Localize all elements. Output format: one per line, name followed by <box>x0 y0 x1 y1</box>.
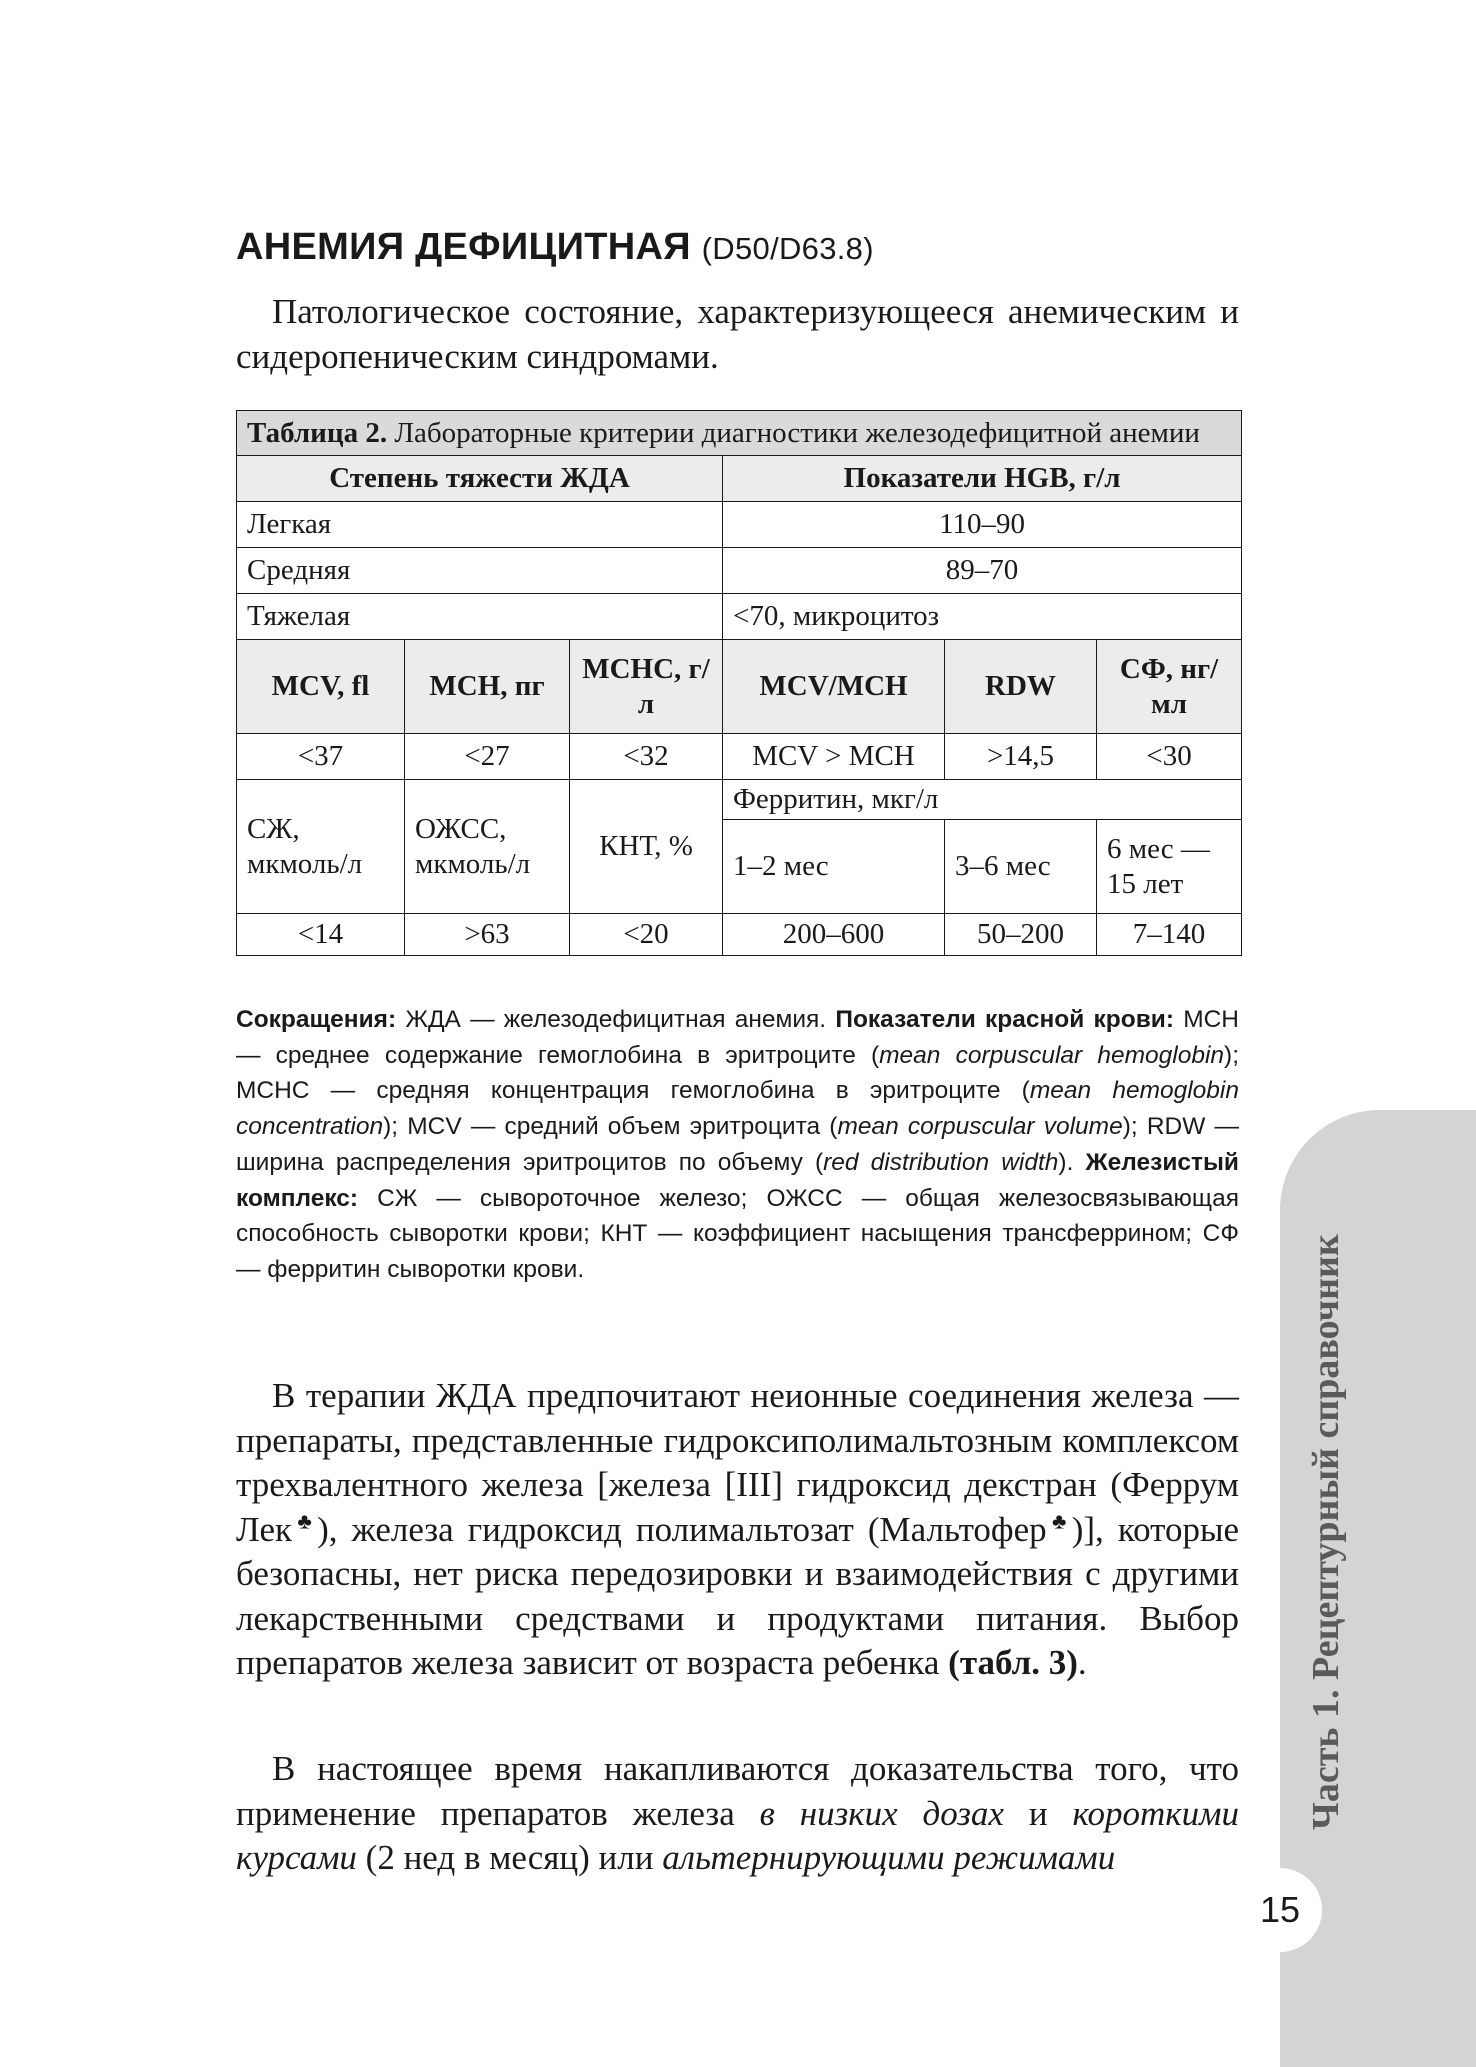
abbr-text: МСН — среднее содержание гемоглобина в эритроците ( <box>236 1006 1239 1069</box>
mcv-header: MCV, fl <box>237 640 405 734</box>
table-header-row <box>237 456 1242 502</box>
abbr-text: ); МСНС — средняя концентрация гемоглобина в эритроците ( <box>236 1041 1239 1105</box>
table-row <box>237 502 1242 548</box>
mcv-mch-header: MCV/MCH <box>723 640 945 734</box>
indices-header-row <box>237 640 1242 734</box>
hgb-value: 110–90 <box>723 502 1242 548</box>
paragraph-text: )], которые безопасны, нет риска передозировки и взаимодействия с другими лекарственными средствами и продуктами питания. Выбор препаратов железа зависит от возраста ребенка <box>236 1509 1240 1682</box>
table-row <box>237 548 1242 594</box>
icd-code: (D50/D63.8) <box>701 231 874 266</box>
ferritin-3-6-value: 50–200 <box>945 914 1097 956</box>
paragraph-text: (2 нед в месяц) или <box>356 1838 663 1877</box>
mch-value: <27 <box>405 734 570 780</box>
hgb-value: 89–70 <box>723 548 1242 594</box>
indices-values-row <box>237 734 1242 780</box>
table-row <box>237 594 1242 640</box>
abbr-term: mean hemoglobin concentration <box>236 1077 1239 1141</box>
abbr-term: mean corpuscular hemoglobin <box>879 1041 1225 1069</box>
severity-label: Средняя <box>237 548 723 594</box>
mcv-mch-value: MCV > MCH <box>723 734 945 780</box>
hgb-value: <70, микроцитоз <box>723 594 1242 640</box>
intro-paragraph: Патологическое состояние, характеризующееся анемическим и сидеропеническим синдромами. <box>236 292 1239 376</box>
emphasis-text: короткими курсами <box>236 1793 1240 1877</box>
table-caption <box>237 411 1242 456</box>
severity-header: Степень тяжести ЖДА <box>237 456 723 502</box>
iron-header-row <box>237 780 1242 820</box>
ferritin-1-2-value: 200–600 <box>723 914 945 956</box>
mch-header: MCH, пг <box>405 640 570 734</box>
abbreviations-note <box>236 1002 1239 1288</box>
abbr-text: ). <box>1058 1148 1086 1176</box>
paragraph-text: ), железа гидроксид полимальтозат (Мальтофер <box>317 1509 1047 1549</box>
sf-value: <30 <box>1097 734 1242 780</box>
table-caption-text: Лабораторные критерии диагностики железодефицитной анемии <box>387 417 1200 449</box>
abbr-text: ); MCV — средний объем эритроцита ( <box>383 1113 838 1141</box>
emphasis-text: в низких дозах <box>759 1793 1004 1833</box>
club-icon: ♣ <box>1046 1507 1072 1533</box>
table-caption-label: Таблица 2. <box>247 417 388 449</box>
side-tab-title: Часть 1. Рецептурный справочник <box>1305 1234 1347 1830</box>
knt-value: <20 <box>570 914 723 956</box>
sf-header: СФ, нг/мл <box>1097 640 1242 734</box>
abbr-term: mean corpuscular volume <box>837 1113 1123 1141</box>
paragraph-text: . <box>1077 1643 1087 1682</box>
mcv-value: <37 <box>237 734 405 780</box>
sj-value: <14 <box>237 914 405 956</box>
ferritin-header: Ферритин, мкг/л <box>723 780 1242 820</box>
knt-header: КНТ, % <box>570 780 723 914</box>
page-number: 15 <box>1238 1868 1322 1952</box>
age-3-6-months: 3–6 мес <box>945 820 1097 914</box>
evidence-paragraph <box>236 1747 1239 1881</box>
club-icon: ♣ <box>292 1507 318 1533</box>
age-1-2-months: 1–2 мес <box>723 820 945 914</box>
criteria-table <box>236 410 1242 956</box>
ferritin-6m-15y-value: 7–140 <box>1097 914 1242 956</box>
paragraph-text: В терапии ЖДА предпочитают неионные соединения железа — препараты, представленные гидроксиполимальтозным комплексом трехвалентного железа [железа [III] гидроксид декстран (Феррум Лек <box>236 1376 1239 1549</box>
ojss-header: ОЖСС, мкмоль/л <box>405 780 570 914</box>
table-reference: (табл. 3) <box>948 1643 1078 1682</box>
rdw-header: RDW <box>945 640 1097 734</box>
ojss-value: >63 <box>405 914 570 956</box>
heading-title: АНЕМИЯ ДЕФИЦИТНАЯ <box>236 226 691 268</box>
abbr-text: ЖДА — железодефицитная анемия. <box>396 1006 836 1033</box>
severity-label: Легкая <box>237 502 723 548</box>
abbr-term: red distribution width <box>823 1148 1059 1176</box>
hgb-header: Показатели HGB, г/л <box>723 456 1242 502</box>
section-heading <box>236 226 1246 269</box>
abbr-text: ); RDW — ширина распределения эритроцитов по объему ( <box>236 1113 1239 1176</box>
iron-values-row <box>237 914 1242 956</box>
mchc-value: <32 <box>570 734 723 780</box>
emphasis-text: альтернирующими режимами <box>662 1838 1116 1877</box>
abbr-label: Сокращения: <box>236 1006 397 1033</box>
paragraph-text: В настоящее время накапливаются доказательства того, что применение препаратов железа <box>236 1749 1239 1833</box>
abbr-red-blood-label: Показатели красной крови: <box>835 1006 1174 1033</box>
paragraph-text: и <box>1003 1793 1073 1833</box>
therapy-paragraph <box>236 1374 1239 1686</box>
rdw-value: >14,5 <box>945 734 1097 780</box>
abbr-iron-complex-label: Железистый комплекс: <box>236 1148 1239 1212</box>
severity-label: Тяжелая <box>237 594 723 640</box>
sj-header: СЖ, мкмоль/л <box>237 780 405 914</box>
mchc-header: MCHC, г/л <box>570 640 723 734</box>
age-6-months-15-years: 6 мес — 15 лет <box>1097 820 1242 914</box>
table-caption-row <box>237 411 1242 456</box>
abbr-text: СЖ — сывороточное железо; ОЖСС — общая железосвязывающая способность сыворотки крови; КНТ — коэффициент насыщения трансферрином; СФ — ферритин сыворотки крови. <box>236 1184 1239 1283</box>
